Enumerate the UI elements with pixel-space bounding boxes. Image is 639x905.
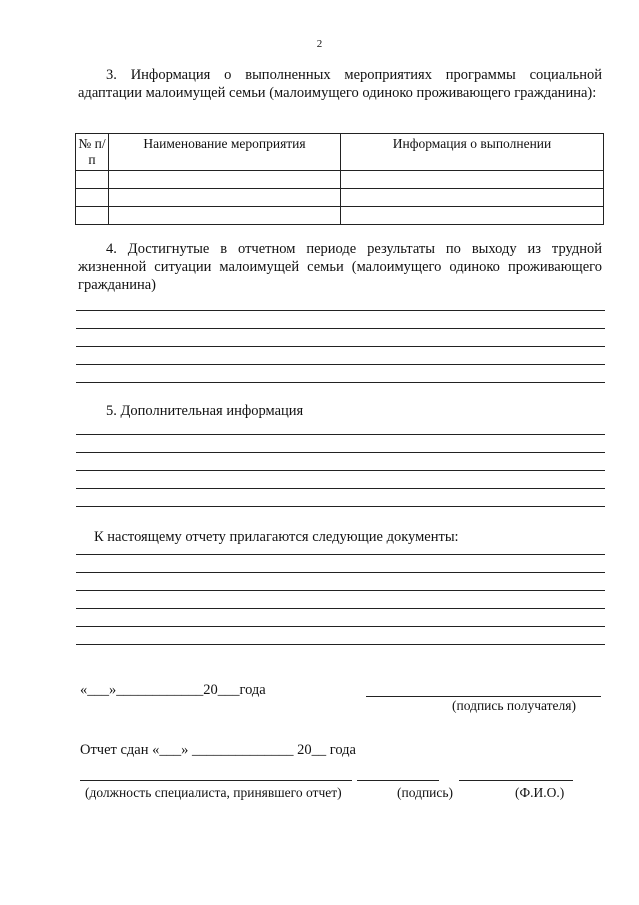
section-3-label: 3. Информация о выполненных мероприятиях программы социальной адаптации малоимущей семьи (малоимущего одиноко проживающего гражданина): (78, 67, 602, 101)
section-5-fill-line[interactable] (76, 434, 605, 435)
attachments-fill-line[interactable] (76, 554, 605, 555)
section-4-fill-line[interactable] (76, 382, 605, 383)
specialist-position-line[interactable] (80, 780, 352, 781)
section-4-fill-line[interactable] (76, 310, 605, 311)
section-3-text (78, 66, 602, 102)
attachments-fill-line[interactable] (76, 644, 605, 645)
section-4-label: 4. Достигнутые в отчетном периоде результаты по выходу из трудной жизненной ситуации малоимущей семьи (малоимущего одиноко проживающего гражданина) (78, 241, 602, 293)
events-table-header (76, 134, 604, 171)
specialist-signature-line[interactable] (357, 780, 439, 781)
col-event-name-header: Наименование мероприятия (109, 134, 341, 171)
attachments-fill-line[interactable] (76, 608, 605, 609)
section-5-fill-line[interactable] (76, 470, 605, 471)
page-number: 2 (316, 38, 323, 50)
attachments-fill-line[interactable] (76, 572, 605, 573)
attachments-text: К настоящему отчету прилагаются следующие документы: (94, 529, 459, 545)
table-cell[interactable] (341, 207, 604, 225)
recipient-signature-line[interactable] (366, 696, 601, 697)
table-row (76, 207, 604, 225)
table-cell[interactable] (76, 207, 109, 225)
table-cell[interactable] (341, 189, 604, 207)
specialist-signature-caption: (подпись) (397, 785, 454, 800)
section-4-fill-line[interactable] (76, 346, 605, 347)
section-4-fill-line[interactable] (76, 364, 605, 365)
table-cell[interactable] (341, 171, 604, 189)
table-cell[interactable] (109, 189, 341, 207)
section-4-fill-line[interactable] (76, 328, 605, 329)
table-row (76, 189, 604, 207)
section-5-label: 5. Дополнительная информация (106, 403, 304, 419)
section-5-fill-line[interactable] (76, 506, 605, 507)
recipient-signature-caption: (подпись получателя) (452, 698, 576, 713)
table-cell[interactable] (109, 171, 341, 189)
specialist-name-line[interactable] (459, 780, 573, 781)
specialist-name-caption: (Ф.И.О.) (515, 785, 565, 800)
section-5-fill-line[interactable] (76, 488, 605, 489)
table-cell[interactable] (109, 207, 341, 225)
attachments-fill-line[interactable] (76, 626, 605, 627)
date-field[interactable]: «___»____________20___года (80, 682, 266, 698)
attachments-fill-line[interactable] (76, 590, 605, 591)
table-cell[interactable] (76, 189, 109, 207)
events-table (75, 133, 604, 225)
report-submitted-date[interactable]: Отчет сдан «___» ______________ 20__ года (80, 742, 356, 758)
section-5-fill-line[interactable] (76, 452, 605, 453)
col-number-header: № п/п (76, 134, 109, 171)
section-5-text (78, 402, 602, 420)
section-4-text (78, 240, 602, 294)
table-row (76, 171, 604, 189)
col-completion-info-header: Информация о выполнении (341, 134, 604, 171)
specialist-position-caption: (должность специалиста, принявшего отчет) (85, 785, 342, 800)
table-cell[interactable] (76, 171, 109, 189)
